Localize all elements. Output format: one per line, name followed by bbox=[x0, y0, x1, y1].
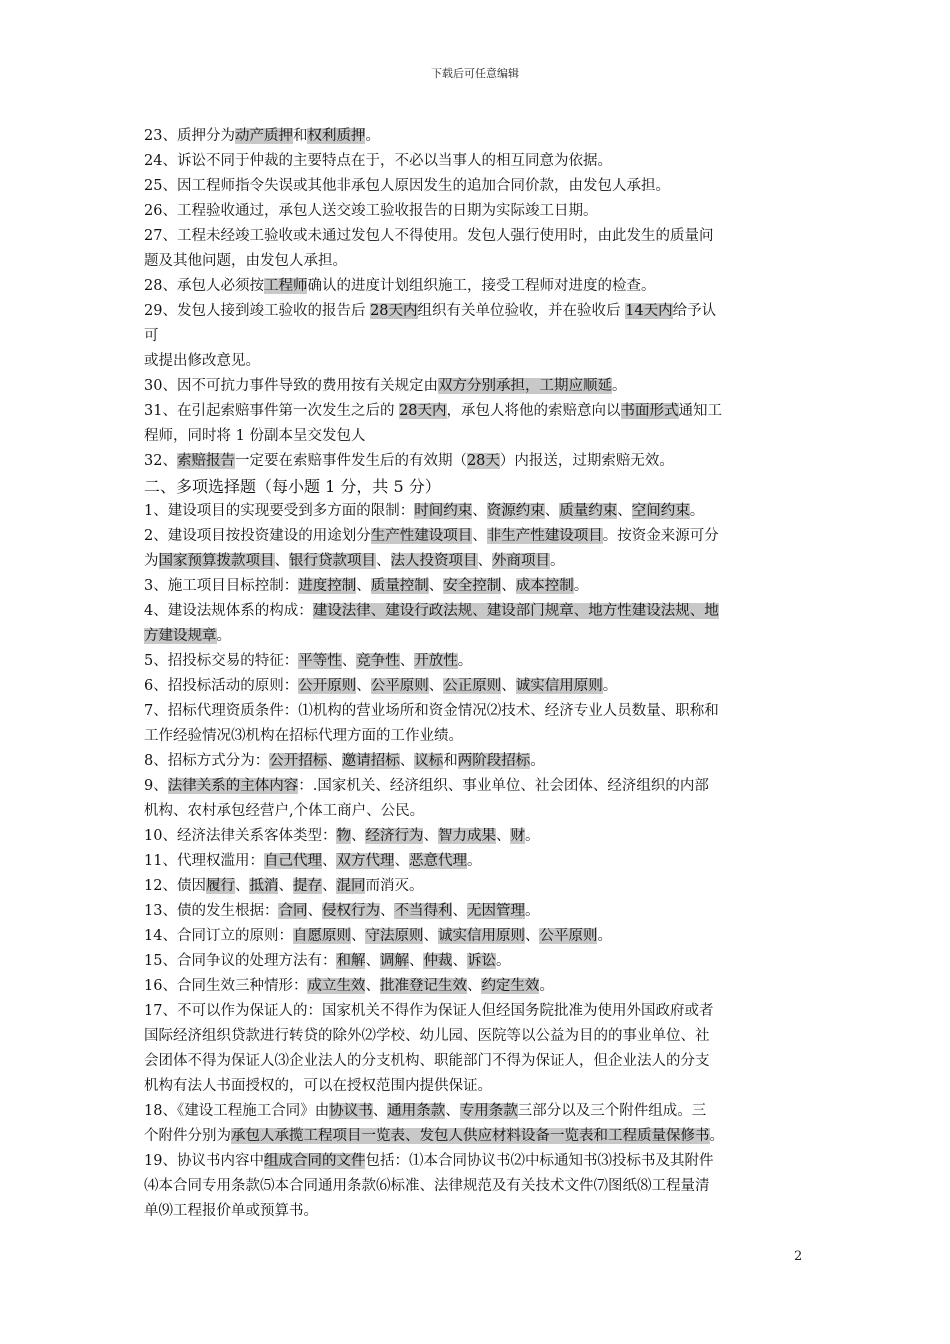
text-segment: ，承包人将他的索赔意向以 bbox=[446, 403, 621, 419]
text-segment: 三部分以及三个附件组成。三 bbox=[517, 1103, 707, 1119]
text-segment: 、 bbox=[350, 928, 366, 944]
text-line bbox=[144, 574, 808, 599]
highlighted-text: 质量约束 bbox=[559, 503, 618, 519]
highlighted-text: 28天内 bbox=[399, 403, 447, 419]
text-segment: 给予认 bbox=[672, 303, 717, 319]
text-segment: 12、债因 bbox=[144, 878, 206, 894]
text-segment: 。 bbox=[709, 1128, 724, 1144]
text-segment: ）内报送，过期索赔无效。 bbox=[499, 453, 674, 469]
text-segment: 程师，同时将 1 份副本呈交发包人 bbox=[144, 428, 366, 444]
text-segment: 、 bbox=[501, 678, 516, 694]
highlighted-text: 提存 bbox=[292, 878, 322, 894]
text-segment: ⑷本合同专用条款⑸本合同通用条款⑹标准、法律规范及有关技术文件⑺图纸⑻工程量清 bbox=[144, 1178, 710, 1194]
highlighted-text: 14天内 bbox=[625, 303, 673, 319]
text-segment: 16、合同生效三种情形： bbox=[144, 978, 308, 994]
highlighted-text: 智力成果 bbox=[437, 828, 496, 844]
text-segment: 29、发包人接到竣工验收的报告后 bbox=[144, 303, 371, 319]
text-segment: 。 bbox=[524, 903, 540, 919]
highlighted-text: 物 bbox=[336, 828, 351, 844]
text-segment: 、 bbox=[307, 903, 322, 919]
text-segment: 和 bbox=[292, 128, 308, 144]
text-segment: 。 bbox=[365, 128, 380, 144]
text-line bbox=[144, 624, 808, 649]
text-line bbox=[144, 1024, 808, 1049]
text-segment: 工作经验情况⑶机构在招标代理方面的工作业绩。 bbox=[144, 728, 463, 744]
text-line bbox=[144, 524, 808, 549]
highlighted-text: 自愿原则 bbox=[292, 928, 351, 944]
text-line bbox=[144, 924, 808, 949]
text-segment: 、 bbox=[356, 678, 371, 694]
highlighted-text: 承包人承揽工程项目一览表、发包人供应材料设备一览表和工程质量保修书 bbox=[231, 1128, 710, 1144]
text-segment: 确认的进度计划组织施工，接受工程师对进度的检查。 bbox=[307, 278, 656, 294]
text-segment: 。 bbox=[530, 753, 545, 769]
highlighted-text: 无因管理 bbox=[466, 903, 525, 919]
text-segment: 、 bbox=[423, 928, 438, 944]
text-segment: 、 bbox=[350, 828, 366, 844]
text-segment: 17、不可以作为保证人的：国家机关不得作为保证人但经国务院批准为使用外国政府或者 bbox=[144, 1003, 714, 1019]
text-line bbox=[144, 974, 808, 999]
text-line bbox=[144, 1199, 808, 1224]
text-segment: 8、招标方式分为： bbox=[144, 753, 270, 769]
text-segment: 题及其他问题，由发包人承担。 bbox=[144, 253, 347, 269]
text-line bbox=[144, 824, 808, 849]
page-number: 2 bbox=[794, 1249, 803, 1264]
text-segment: 14、合同订立的原则： bbox=[144, 928, 293, 944]
text-segment: 。 bbox=[611, 378, 627, 394]
text-segment: 通知工 bbox=[678, 403, 723, 419]
text-segment: 、 bbox=[428, 578, 444, 594]
text-segment: 包括：⑴本合同协议书⑵中标通知书⑶投标书及其附件 bbox=[365, 1153, 714, 1169]
text-line bbox=[144, 249, 808, 274]
text-segment: 、 bbox=[477, 553, 492, 569]
highlighted-text: 28天内 bbox=[370, 303, 418, 319]
text-line bbox=[144, 274, 808, 299]
text-line bbox=[144, 549, 808, 574]
text-segment: 。 bbox=[539, 978, 554, 994]
text-segment: 19、协议书内容中 bbox=[144, 1153, 264, 1169]
highlighted-text: 不当得利 bbox=[394, 903, 453, 919]
text-segment: 个附件分别为 bbox=[144, 1128, 231, 1144]
text-segment: 机构、农村承包经营户,个体工商户、公民。 bbox=[144, 803, 425, 819]
text-segment: 2、建设项目按投资建设的用途划分 bbox=[144, 528, 371, 544]
text-segment: 、 bbox=[544, 503, 560, 519]
text-line bbox=[144, 1149, 808, 1174]
text-line bbox=[144, 449, 808, 474]
highlighted-text: 恶意代理 bbox=[408, 853, 467, 869]
text-segment: 。 bbox=[597, 928, 612, 944]
highlighted-text: 双方分别承担，工期应顺延 bbox=[437, 378, 612, 394]
highlighted-text: 调解 bbox=[379, 953, 409, 969]
text-line bbox=[144, 899, 808, 924]
highlighted-text: 通用条款 bbox=[387, 1103, 446, 1119]
text-segment: 、 bbox=[452, 903, 467, 919]
text-line bbox=[144, 374, 808, 399]
text-line bbox=[144, 149, 808, 174]
text-segment: 可 bbox=[144, 328, 159, 344]
highlighted-text: 经济行为 bbox=[365, 828, 424, 844]
text-segment: 。 bbox=[216, 628, 231, 644]
text-segment: 、 bbox=[365, 953, 380, 969]
highlighted-text: 履行 bbox=[205, 878, 235, 894]
text-line bbox=[144, 874, 808, 899]
highlighted-text: 专用条款 bbox=[459, 1103, 518, 1119]
text-segment: 而消灭。 bbox=[365, 878, 424, 894]
text-segment: 32、 bbox=[144, 453, 177, 469]
highlighted-text: 仲裁 bbox=[423, 953, 453, 969]
highlighted-text: 竞争性 bbox=[356, 653, 400, 669]
text-line bbox=[144, 699, 808, 724]
highlighted-text: 法律关系的主体内容 bbox=[167, 778, 299, 794]
text-segment: 5、招投标交易的特征： bbox=[144, 653, 299, 669]
highlighted-text: 邀请招标 bbox=[341, 753, 400, 769]
text-segment: 26、工程验收通过，承包人送交竣工验收报告的日期为实际竣工日期。 bbox=[144, 203, 598, 219]
text-segment: 。 bbox=[524, 828, 540, 844]
text-line bbox=[144, 299, 808, 324]
text-segment: 6、招投标活动的原则： bbox=[144, 678, 299, 694]
text-segment: 、 bbox=[234, 878, 250, 894]
highlighted-text: 资源约束 bbox=[486, 503, 545, 519]
text-segment: 、 bbox=[321, 878, 337, 894]
text-segment: 、 bbox=[356, 578, 371, 594]
highlighted-text: 两阶段招标 bbox=[457, 753, 531, 769]
highlighted-text: 时间约束 bbox=[414, 503, 473, 519]
text-segment: 、 bbox=[278, 878, 293, 894]
text-segment: 。 bbox=[495, 953, 511, 969]
text-segment: 、 bbox=[524, 928, 540, 944]
text-line bbox=[144, 424, 808, 449]
highlighted-text: 索赔报告 bbox=[176, 453, 235, 469]
highlighted-text: 公开招标 bbox=[269, 753, 328, 769]
text-segment: 、 bbox=[428, 678, 444, 694]
text-line bbox=[144, 849, 808, 874]
text-segment: 。 bbox=[602, 678, 618, 694]
highlighted-text: 自己代理 bbox=[263, 853, 322, 869]
text-segment: 、 bbox=[327, 753, 342, 769]
text-segment: 、 bbox=[394, 853, 409, 869]
text-segment: 单⑼工程报价单或预算书。 bbox=[144, 1203, 318, 1219]
text-segment: 、 bbox=[445, 1103, 460, 1119]
text-segment: 、 bbox=[372, 1103, 388, 1119]
document-body bbox=[144, 124, 808, 1224]
highlighted-text: 建设法律、建设行政法规、建设部门规章、地方性建设法规、地 bbox=[312, 603, 719, 619]
highlighted-text: 书面形式 bbox=[620, 403, 679, 419]
highlighted-text: 外商项目 bbox=[492, 553, 550, 569]
text-segment: 。 bbox=[689, 503, 705, 519]
text-segment: 、 bbox=[379, 903, 395, 919]
text-line bbox=[144, 349, 808, 374]
text-line bbox=[144, 224, 808, 249]
highlighted-text: 诚实信用原则 bbox=[437, 928, 525, 944]
text-segment: 、 bbox=[274, 553, 289, 569]
text-segment: 1、建设项目的实现要受到多方面的限制： bbox=[144, 503, 415, 519]
highlighted-text: 协议书 bbox=[329, 1103, 373, 1119]
highlighted-text: 进度控制 bbox=[298, 578, 357, 594]
text-segment: 、 bbox=[495, 828, 511, 844]
text-segment: 25、因工程师指令失误或其他非承包人原因发生的追加合同价款，由发包人承担。 bbox=[144, 178, 670, 194]
text-segment: 一定要在索赔事件发生后的有效期（ bbox=[234, 453, 467, 469]
section-heading bbox=[144, 474, 808, 499]
text-segment: ：.国家机关、经济组织、事业单位、社会团体、经济组织的内部 bbox=[298, 778, 709, 794]
text-segment: 、 bbox=[466, 978, 482, 994]
text-line bbox=[144, 999, 808, 1024]
text-segment: 3、施工项目目标控制： bbox=[144, 578, 299, 594]
text-line bbox=[144, 174, 808, 199]
highlighted-text: 成立生效 bbox=[307, 978, 366, 994]
text-segment: 30、因不可抗力事件导致的费用按有关规定由 bbox=[144, 378, 438, 394]
text-line bbox=[144, 199, 808, 224]
highlighted-text: 批准登记生效 bbox=[379, 978, 467, 994]
highlighted-text: 动产质押 bbox=[234, 128, 293, 144]
text-segment: 国际经济组织贷款进行转贷的除外⑵学校、幼儿园、医院等以公益为目的的事业单位、社 bbox=[144, 1028, 710, 1044]
highlighted-text: 公开原则 bbox=[298, 678, 357, 694]
text-line bbox=[144, 649, 808, 674]
highlighted-text: 双方代理 bbox=[336, 853, 395, 869]
text-segment: 、 bbox=[617, 503, 632, 519]
highlighted-text: 守法原则 bbox=[365, 928, 424, 944]
text-segment: 24、诉讼不同于仲裁的主要特点在于，不必以当事人的相互同意为依据。 bbox=[144, 153, 612, 169]
highlighted-text: 质量控制 bbox=[370, 578, 429, 594]
text-line bbox=[144, 774, 808, 799]
text-line bbox=[144, 724, 808, 749]
text-segment: 、 bbox=[501, 578, 516, 594]
highlighted-text: 诚实信用原则 bbox=[515, 678, 603, 694]
text-segment: 二、多项选择题（每小题 1 分，共 5 分） bbox=[144, 477, 441, 496]
highlighted-text: 诉讼 bbox=[466, 953, 496, 969]
text-line bbox=[144, 674, 808, 699]
highlighted-text: 开放性 bbox=[414, 653, 458, 669]
highlighted-text: 非生产性建设项目 bbox=[486, 528, 603, 544]
text-segment: 28、承包人必须按 bbox=[144, 278, 264, 294]
text-segment: 15、合同争议的处理方法有： bbox=[144, 953, 337, 969]
highlighted-text: 权利质押 bbox=[307, 128, 366, 144]
text-line bbox=[144, 499, 808, 524]
text-segment: 、 bbox=[472, 528, 487, 544]
text-segment: 4、建设法规体系的构成： bbox=[144, 603, 313, 619]
highlighted-text: 公正原则 bbox=[443, 678, 502, 694]
highlighted-text: 议标 bbox=[414, 753, 444, 769]
highlighted-text: 28天 bbox=[466, 453, 500, 469]
text-segment: 和 bbox=[443, 753, 458, 769]
highlighted-text: 合同 bbox=[278, 903, 308, 919]
highlighted-text: 公平原则 bbox=[539, 928, 598, 944]
highlighted-text: 组成合同的文件 bbox=[263, 1153, 366, 1169]
text-segment: 、 bbox=[399, 653, 415, 669]
highlighted-text: 抵消 bbox=[249, 878, 279, 894]
highlighted-text: 约定生效 bbox=[481, 978, 540, 994]
text-segment: 31、在引起索赔事件第一次发生之后的 bbox=[144, 403, 400, 419]
text-segment: 、 bbox=[452, 953, 467, 969]
text-segment: 23、质押分为 bbox=[144, 128, 235, 144]
highlighted-text: 方建设规章 bbox=[144, 628, 217, 644]
text-segment: 9、 bbox=[144, 778, 168, 794]
highlighted-text: 侵权行为 bbox=[321, 903, 380, 919]
text-segment: 11、代理权滥用： bbox=[144, 853, 264, 869]
text-segment: 、 bbox=[423, 828, 438, 844]
text-segment: 。 bbox=[573, 578, 589, 594]
text-segment: 。 bbox=[550, 553, 565, 569]
text-line bbox=[144, 949, 808, 974]
text-segment: 、 bbox=[341, 653, 357, 669]
highlighted-text: 和解 bbox=[336, 953, 366, 969]
text-line bbox=[144, 124, 808, 149]
text-line bbox=[144, 599, 808, 624]
highlighted-text: 公平原则 bbox=[370, 678, 429, 694]
highlighted-text: 空间约束 bbox=[631, 503, 690, 519]
text-segment: 。 bbox=[466, 853, 482, 869]
highlighted-text: 财 bbox=[510, 828, 525, 844]
text-segment: 7、招标代理资质条件：⑴机构的营业场所和资金情况⑵技术、经济专业人员数量、职称和 bbox=[144, 703, 719, 719]
text-line bbox=[144, 1174, 808, 1199]
text-segment: 会团体不得为保证人⑶企业法人的分支机构、职能部门不得为保证人，但企业法人的分支 bbox=[144, 1053, 710, 1069]
text-line bbox=[144, 324, 808, 349]
text-segment: 27、工程未经竣工验收或未通过发包人不得使用。发包人强行使用时，由此发生的质量问 bbox=[144, 228, 714, 244]
text-line bbox=[144, 749, 808, 774]
text-line bbox=[144, 1099, 808, 1124]
text-segment: 为 bbox=[144, 553, 159, 569]
text-segment: 、 bbox=[376, 553, 391, 569]
highlighted-text: 混同 bbox=[336, 878, 366, 894]
highlighted-text: 工程师 bbox=[263, 278, 308, 294]
highlighted-text: 生产性建设项目 bbox=[370, 528, 473, 544]
page-header: 下载后可任意编辑 bbox=[431, 67, 519, 80]
text-line bbox=[144, 399, 808, 424]
highlighted-text: 安全控制 bbox=[443, 578, 502, 594]
text-segment: 10、经济法律关系客体类型： bbox=[144, 828, 337, 844]
text-segment: 或提出修改意见。 bbox=[144, 353, 260, 369]
highlighted-text: 法人投资项目 bbox=[390, 553, 478, 569]
text-segment: 13、债的发生根据： bbox=[144, 903, 279, 919]
highlighted-text: 成本控制 bbox=[515, 578, 574, 594]
text-segment: 、 bbox=[365, 978, 380, 994]
text-segment: 。 bbox=[457, 653, 473, 669]
highlighted-text: 银行贷款项目 bbox=[289, 553, 376, 569]
text-segment: 18、《建设工程施工合同》由 bbox=[144, 1103, 330, 1119]
text-segment: 、 bbox=[408, 953, 424, 969]
text-line bbox=[144, 799, 808, 824]
text-line bbox=[144, 1074, 808, 1099]
text-line bbox=[144, 1124, 808, 1149]
text-segment: 、 bbox=[472, 503, 487, 519]
text-line bbox=[144, 1049, 808, 1074]
highlighted-text: 平等性 bbox=[298, 653, 342, 669]
text-segment: 组织有关单位验收，并在验收后 bbox=[417, 303, 626, 319]
text-segment: 。按资金来源可分 bbox=[602, 528, 719, 544]
text-segment: 机构有法人书面授权的，可以在授权范围内提供保证。 bbox=[144, 1078, 492, 1094]
text-segment: 、 bbox=[321, 853, 337, 869]
highlighted-text: 国家预算拨款项目 bbox=[158, 553, 275, 569]
text-segment: 、 bbox=[399, 753, 415, 769]
